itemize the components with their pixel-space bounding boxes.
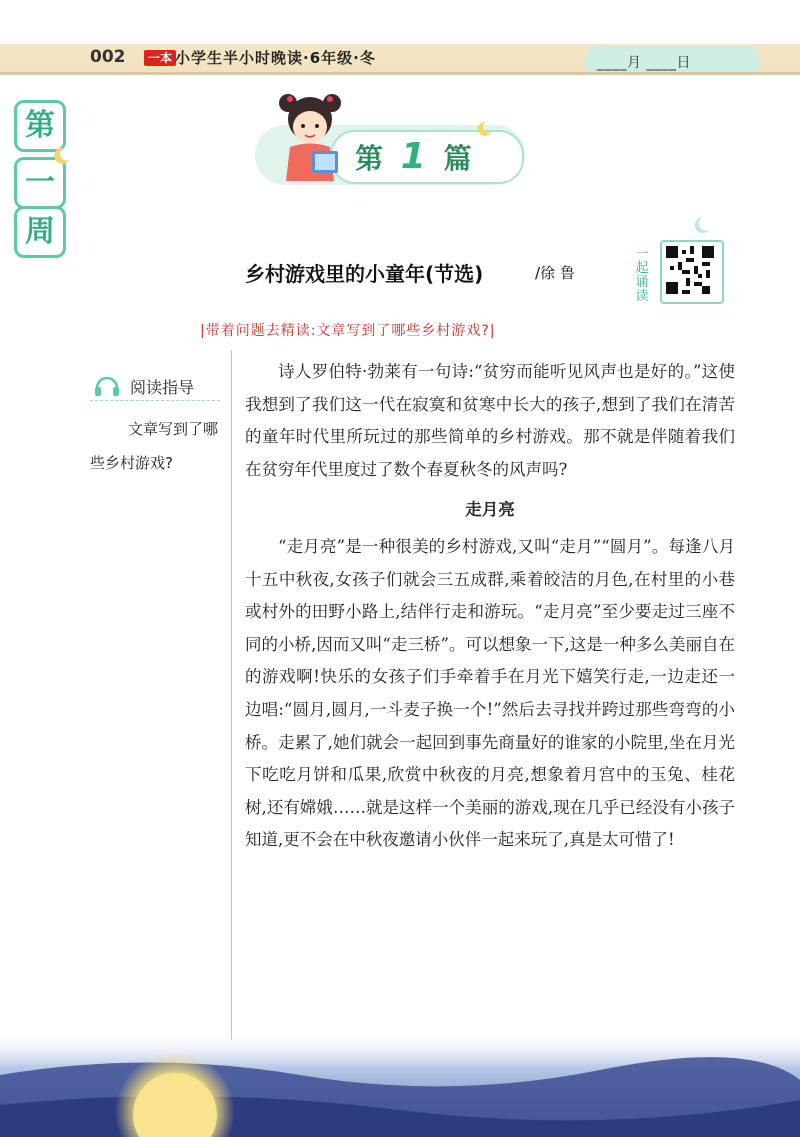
moon-icon xyxy=(475,120,493,138)
chapter-suffix: 篇 xyxy=(443,142,476,175)
night-scenery-illustration xyxy=(0,1030,800,1137)
series-tag: 一本 xyxy=(144,50,176,66)
sidebar-divider xyxy=(90,400,220,401)
reading-guide-title: 阅读指导 xyxy=(130,378,195,397)
page-number: 002 xyxy=(90,47,126,67)
section-heading: 走月亮 xyxy=(465,501,515,520)
article-author: /徐 鲁 xyxy=(535,264,575,282)
series-title: 小学生半小时晚读·6年级·冬 xyxy=(175,49,376,67)
header-divider xyxy=(0,72,800,75)
read-together-label: 一起诵读 xyxy=(635,247,649,304)
chapter-label xyxy=(355,136,476,177)
week-badge-char: 周 xyxy=(14,206,66,258)
week-badge-char: 第 xyxy=(14,100,66,152)
headphones-icon xyxy=(92,370,122,400)
chapter-number: 1 xyxy=(400,136,430,177)
article-body xyxy=(245,356,735,857)
guide-question: |带着问题去精读:文章写到了哪些乡村游戏?| xyxy=(200,323,496,339)
chapter-prefix: 第 xyxy=(355,142,388,175)
column-divider xyxy=(231,350,232,1040)
qr-code-icon[interactable] xyxy=(666,246,714,294)
paragraph: 诗人罗伯特·勃莱有一句诗:“贫穷而能听见风声也是好的。”这使我想到了我们这一代在寂寞和贫寒中长大的孩子,想到了我们在清苦的童年时代里所玩过的那些简单的乡村游戏。那不就是伴随着我们在贫穷年代里度过了数个春夏秋冬的风声吗? xyxy=(245,362,735,479)
article-title: 乡村游戏里的小童年(节选) xyxy=(245,262,484,286)
week-badge-char: 一 xyxy=(14,157,66,209)
moon-icon xyxy=(690,214,712,238)
moon-icon xyxy=(50,145,72,167)
paragraph: “走月亮”是一种很美的乡村游戏,又叫“走月”“圆月”。每逢八月十五中秋夜,女孩子们就会三五成群,乘着皎洁的月色,在村里的小巷或村外的田野小路上,结伴行走和游玩。“走月亮”至少要走过三座不同的小桥,因而又叫“走三桥”。可以想象一下,这是一种多么美丽自在的游戏啊!快乐的女孩子们手牵着手在月光下嬉笑行走,一边走还一边唱:“圆月,圆月,一斗麦子换一个!”然后去寻找并跨过那些弯弯的小桥。走累了,她们就会一起回到事先商量好的谁家的小院里,坐在月光下吃吃月饼和瓜果,欣赏中秋夜的月亮,想象着月宫中的玉兔、桂花树,还有嫦娥……就是这样一个美丽的游戏,现在几乎已经没有小孩子知道,更不会在中秋夜邀请小伙伴一起来玩了,真是太可惜了! xyxy=(245,536,735,850)
date-field: ____月 ____日 xyxy=(597,55,691,71)
reading-guide-text: 文章写到了哪些乡村游戏? xyxy=(90,420,219,472)
girl-reading-illustration xyxy=(270,85,350,185)
